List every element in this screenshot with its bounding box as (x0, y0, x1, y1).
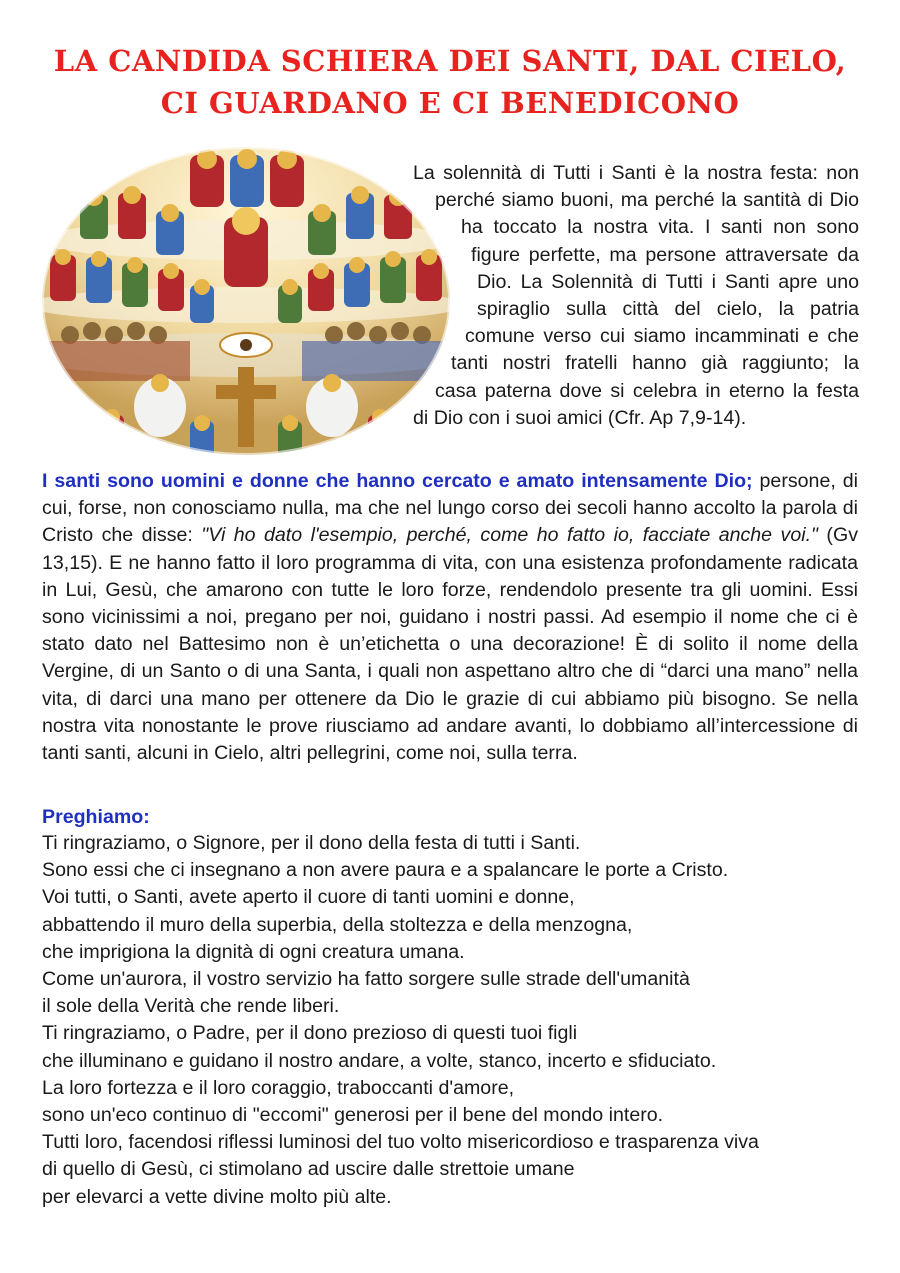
prayer-line: Tutti loro, facendosi riflessi luminosi del tuo volto misericordioso e trasparenza viva (42, 1131, 759, 1154)
prayer-line: di quello di Gesù, ci stimolano ad uscire dalle strettoie umane (42, 1158, 575, 1181)
prayer-line: per elevarci a vette divine molto più alte. (42, 1185, 392, 1208)
body-text-2: (Gv 13,15). E ne hanno fatto il loro programma di vita, con una esistenza profondamente radicata in Lui, Gesù, che amarono con tutte le loro forze, rendendolo presente tra gli uomini. Essi sono vicinissimi a noi, pregano per noi, guidano i nostri passi. Ad esempio il nome che ci è stato dato nel Battesimo non è un’etichetta o una decorazione! È di solito il nome della Vergine, di un Santo o di una Santa, i quali non aspettano altro che di “darci una mano” nella vita, di darci una mano per ottenere da Dio le grazie di cui abbiamo più bisogno. Se nella nostra vita nonostante le prove riusciamo ad andare avanti, lo dobbiamo all’intercessione di tanti santi, alcuni in Cielo, altri pellegrini, come noi, sulla terra. (42, 524, 858, 765)
prayer-line: che imprigiona la dignità di ogni creatura umana. (42, 940, 465, 963)
intro-line: perché siamo buoni, ma perché la santità di Dio (435, 189, 859, 212)
prayer-line: Come un'aurora, il vostro servizio ha fatto sorgere sulle strade dell'umanità (42, 968, 690, 991)
saints-paragraph (42, 468, 858, 767)
prayer-heading: Preghiamo: (42, 806, 150, 828)
gospel-quote: "Vi ho dato l'esempio, perché, come ho fatto io, facciate anche voi." (201, 524, 818, 547)
prayer-line: abbattendo il muro della superbia, della stoltezza e della menzogna, (42, 913, 633, 936)
intro-line: comune verso cui siamo incamminati e che (465, 325, 859, 348)
prayer-line: sono un'eco continuo di "eccomi" generosi per il bene del mondo intero. (42, 1104, 664, 1127)
title-line-2: CI GUARDANO E CI BENEDICONO (160, 86, 740, 120)
all-saints-image (40, 145, 452, 457)
title-line-1: LA CANDIDA SCHIERA DEI SANTI, DAL CIELO, (53, 44, 847, 78)
intro-line: La solennità di Tutti i Santi è la nostra festa: non (413, 162, 859, 184)
prayer-line: Sono essi che ci insegnano a non avere paura e a spalancare le porte a Cristo. (42, 859, 729, 882)
intro-paragraph (413, 160, 859, 432)
prayer-line: che illuminano e guidano il nostro andare, a volte, stanco, incerto e sfiduciato. (42, 1049, 717, 1072)
intro-line: spiraglio sulla città del cielo, la patria (477, 298, 859, 321)
intro-line: Dio. La Solennità di Tutti i Santi apre uno (477, 270, 859, 293)
prayer-text (42, 830, 858, 1211)
intro-line: figure perfette, ma persone attraversate da (471, 243, 859, 266)
prayer-line: Voi tutti, o Santi, avete aperto il cuore di tanti uomini e donne, (42, 886, 575, 909)
page-title (0, 40, 900, 124)
all-saints-icon (40, 145, 452, 457)
prayer-line: La loro fortezza e il loro coraggio, traboccanti d'amore, (42, 1076, 515, 1099)
highlight-sentence: I santi sono uomini e donne che hanno cercato e amato intensamente Dio; (42, 470, 753, 492)
intro-line: ha toccato la nostra vita. I santi non sono (461, 216, 859, 239)
intro-line: tanti nostri fratelli hanno già raggiunto; la (451, 352, 859, 375)
prayer-line: Ti ringraziamo, o Padre, per il dono prezioso di questi tuoi figli (42, 1022, 578, 1045)
intro-line: casa paterna dove si celebra in eterno la festa (435, 379, 859, 402)
prayer-line: il sole della Verità che rende liberi. (42, 995, 340, 1018)
body-text-1: persone, di cui, forse, non conosciamo nulla, ma che nel lungo corso dei secoli hanno accolto la parola di Cristo che disse: (42, 470, 858, 547)
prayer-line: Ti ringraziamo, o Signore, per il dono della festa di tutti i Santi. (42, 832, 581, 854)
intro-line: di Dio con i suoi amici (Cfr. Ap 7,9-14). (413, 406, 747, 429)
